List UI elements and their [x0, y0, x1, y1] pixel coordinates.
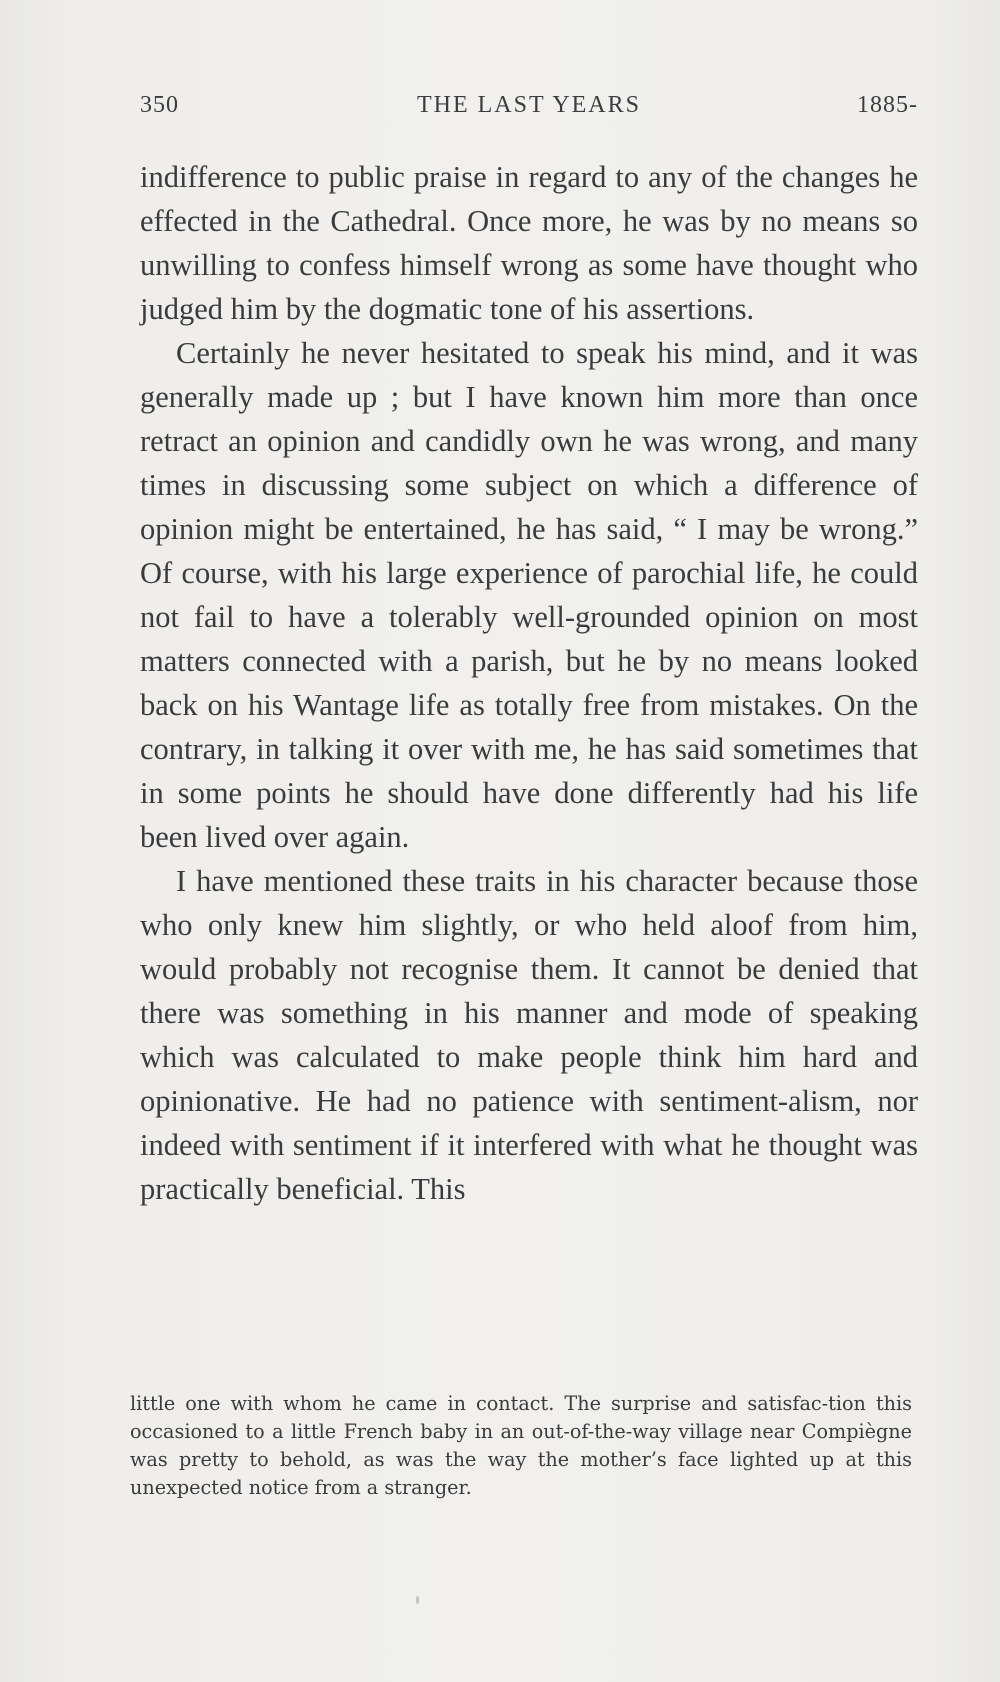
- paragraph-3: I have mentioned these traits in his character because those who only knew him slightly, or who held aloof from him, would probably not recognise them. It cannot be denied that there was something in his manner and mode of speaking which was calculated to make people think him hard and opinionative. He had no patience with sentiment-alism, nor indeed with sentiment if it interfered with what he thought was practically beneficial. This: [140, 864, 918, 1206]
- running-head: [140, 92, 918, 126]
- page-number: 350: [140, 92, 179, 118]
- running-year: 1885-: [857, 92, 918, 118]
- running-title: THE LAST YEARS: [416, 92, 641, 118]
- footnote-text: little one with whom he came in contact. The surprise and satisfac-tion this occasioned to a little French baby in an out-of-the-way village near Compiègne was pretty to behold, as was the way the mother’s face lighted up at this unexpected notice from a stranger.: [130, 1392, 912, 1499]
- paper-speck: [416, 1596, 419, 1604]
- body-text: [140, 155, 918, 1211]
- paragraph-1: indifference to public praise in regard to any of the changes he effected in the Cathedral. Once more, he was by no means so unwilling to confess himself wrong as some have thought who judged him by the dogmatic tone of his assertions.: [140, 160, 918, 326]
- paragraph-2: Certainly he never hesitated to speak his mind, and it was generally made up ; but I have known him more than once retract an opinion and candidly own he was wrong, and many times in discussing some subject on which a difference of opinion might be entertained, he has said, “ I may be wrong.” Of course, with his large experience of parochial life, he could not fail to have a tolerably well-grounded opinion on most matters connected with a parish, but he by no means looked back on his Wantage life as totally free from mistakes. On the contrary, in talking it over with me, he has said sometimes that in some points he should have done differently had his life been lived over again.: [140, 336, 918, 854]
- footnote: [130, 1390, 912, 1502]
